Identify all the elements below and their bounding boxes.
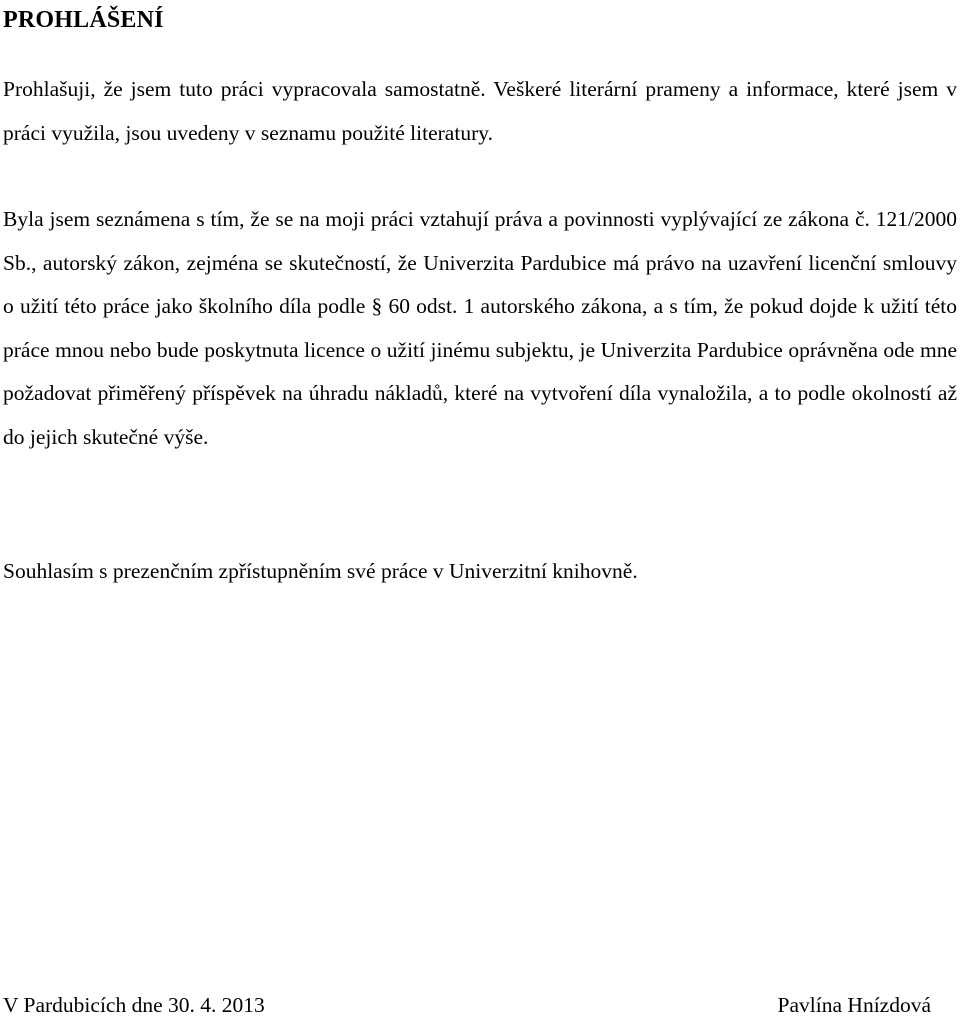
declaration-paragraph-copyright: Byla jsem seznámena s tím, že se na moji práci vztahují práva a povinnosti vyplývající ze zákona č. 121/2000 Sb., autorský zákon, zejména se skutečností, že Univerzita Pardubice má právo na uzavření licenční smlouvy o užití této práce jako školního díla podle § 60 odst. 1 autorského zákona, a s tím, že pokud dojde k užití této práce mnou nebo bude poskytnuta licence o užití jinému subjektu, je Univerzita Pardubice oprávněna ode mne požadovat přiměřený příspěvek na úhradu nákladů, které na vytvoření díla vynaložila, a to podle okolností až do jejich skutečné výše. xyxy=(3,207,957,449)
author-name: Pavlína Hnízdová xyxy=(777,993,931,1017)
library-consent-text: Souhlasím s prezenčním zpřístupněním své práce v Univerzitní knihovně. xyxy=(3,559,638,583)
declaration-paragraph-authorship: Prohlašuji, že jsem tuto práci vypracovala samostatně. Veškeré literární prameny a informace, které jsem v práci využila, jsou uvedeny v seznamu použité literatury. xyxy=(3,77,957,145)
page-title: PROHLÁŠENÍ xyxy=(3,7,164,33)
declaration-paragraph-library-consent xyxy=(3,550,957,594)
place-and-date: V Pardubicích dne 30. 4. 2013 xyxy=(3,993,265,1017)
declaration-page xyxy=(3,0,957,1017)
